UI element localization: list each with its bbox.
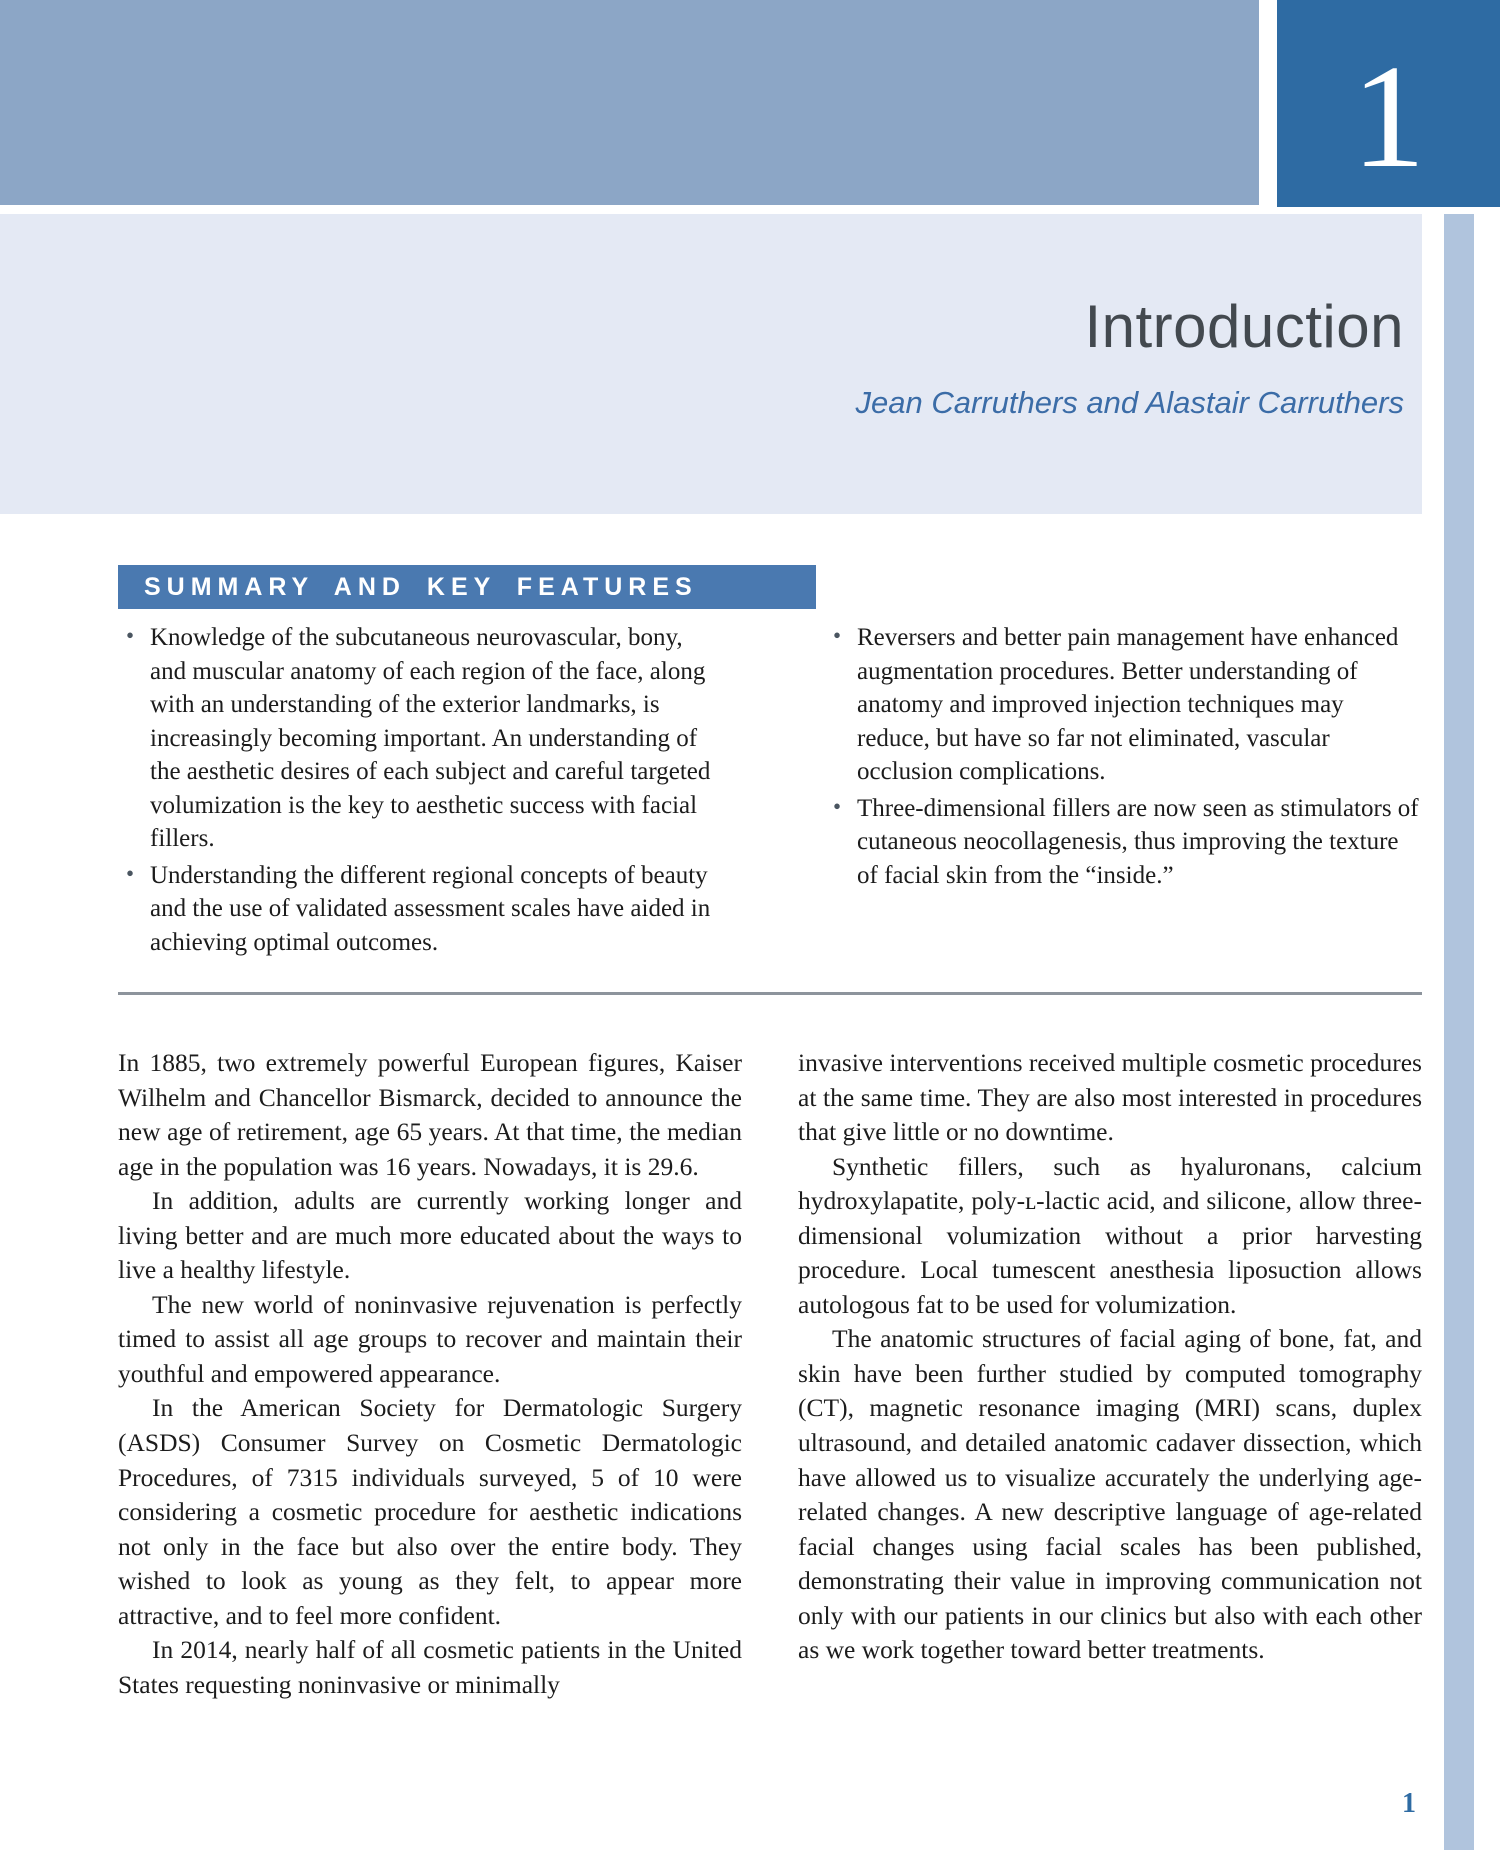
summary-bullet: • Understanding the different regional concepts of beauty and the use of validated assessment scales have aided in achieving optimal outcomes. [118, 859, 715, 960]
edge-color-strip [1444, 214, 1474, 1850]
body-paragraph: In addition, adults are currently working longer and living better and are much more educated about the ways to live a healthy lifestyle. [118, 1186, 742, 1285]
summary-bullet: • Three-dimensional fillers are now seen as stimulators of cutaneous neocollagenesis, thus improving the texture of facial skin from the “inside.” [825, 792, 1422, 893]
chapter-number: 1 [1351, 35, 1426, 199]
summary-bullet: • Knowledge of the subcutaneous neurovascular, bony, and muscular anatomy of each region of the face, along with an understanding of the exterior landmarks, is increasingly becoming important. An understanding of the aesthetic desires of each subject and careful targeted volumization is the key to aesthetic success with facial fillers. [118, 621, 715, 856]
summary-divider [118, 992, 1422, 995]
body-paragraph: In 1885, two extremely powerful European figures, Kaiser Wilhelm and Chancellor Bismarck, decided to announce the new age of retirement, age 65 years. At that time, the median age in the population was 16 years. Nowadays, it is 29.6. [118, 1048, 742, 1181]
page-number: 1 [1402, 1788, 1416, 1819]
title-band [0, 214, 1422, 514]
body-paragraph: In 2014, nearly half of all cosmetic patients in the United States requesting noninvasive or minimally [118, 1635, 742, 1699]
summary-bullet: • Reversers and better pain management have enhanced augmentation procedures. Better understanding of anatomy and improved injection techniques may reduce, but have so far not eliminated, vascular occlusion complications. [825, 621, 1422, 789]
summary-columns [118, 621, 1422, 962]
page-title: Introduction [1084, 293, 1404, 360]
body-paragraph: In the American Society for Dermatologic Surgery (ASDS) Consumer Survey on Cosmetic Dermatologic Procedures, of 7315 individuals surveyed, 5 of 10 were considering a cosmetic procedure for aesthetic indications not only in the face but also over the entire body. They wished to look as young as they felt, to appear more attractive, and to feel more confident. [118, 1393, 742, 1630]
summary-section [118, 565, 1422, 995]
summary-left-column [118, 621, 715, 962]
chapter-number-box [1277, 0, 1500, 207]
body-paragraph: The anatomic structures of facial aging of bone, fat, and skin have been further studied by computed tomography (CT), magnetic resonance imaging (MRI) scans, duplex ultrasound, and detailed anatomic cadaver dissection, which have allowed us to visualize accurately the underlying age-related changes. A new descriptive language of age-related facial changes using facial scales has been published, demonstrating their value in improving communication not only with our patients in our clinics but also with each other as we work together toward better treatments. [798, 1324, 1422, 1665]
summary-right-column [825, 621, 1422, 962]
body-text [118, 1046, 1422, 1702]
body-right-column [798, 1046, 1422, 1702]
body-left-column [118, 1046, 742, 1702]
body-paragraph: invasive interventions received multiple cosmetic procedures at the same time. They are also most interested in procedures that give little or no downtime. [798, 1048, 1422, 1147]
chapter-color-band [0, 0, 1259, 205]
summary-heading: SUMMARY AND KEY FEATURES [118, 565, 816, 609]
body-paragraph: Synthetic fillers, such as hyaluronans, calcium hydroxylapatite, poly-ʟ-lactic acid, and silicone, allow three-dimensional volumization without a prior harvesting procedure. Local tumescent anesthesia liposuction allows autologous fat to be used for volumization. [798, 1151, 1422, 1319]
body-paragraph: The new world of noninvasive rejuvenation is perfectly timed to assist all age groups to recover and maintain their youthful and empowered appearance. [118, 1289, 742, 1388]
authors-byline: Jean Carruthers and Alastair Carruthers [855, 385, 1404, 420]
